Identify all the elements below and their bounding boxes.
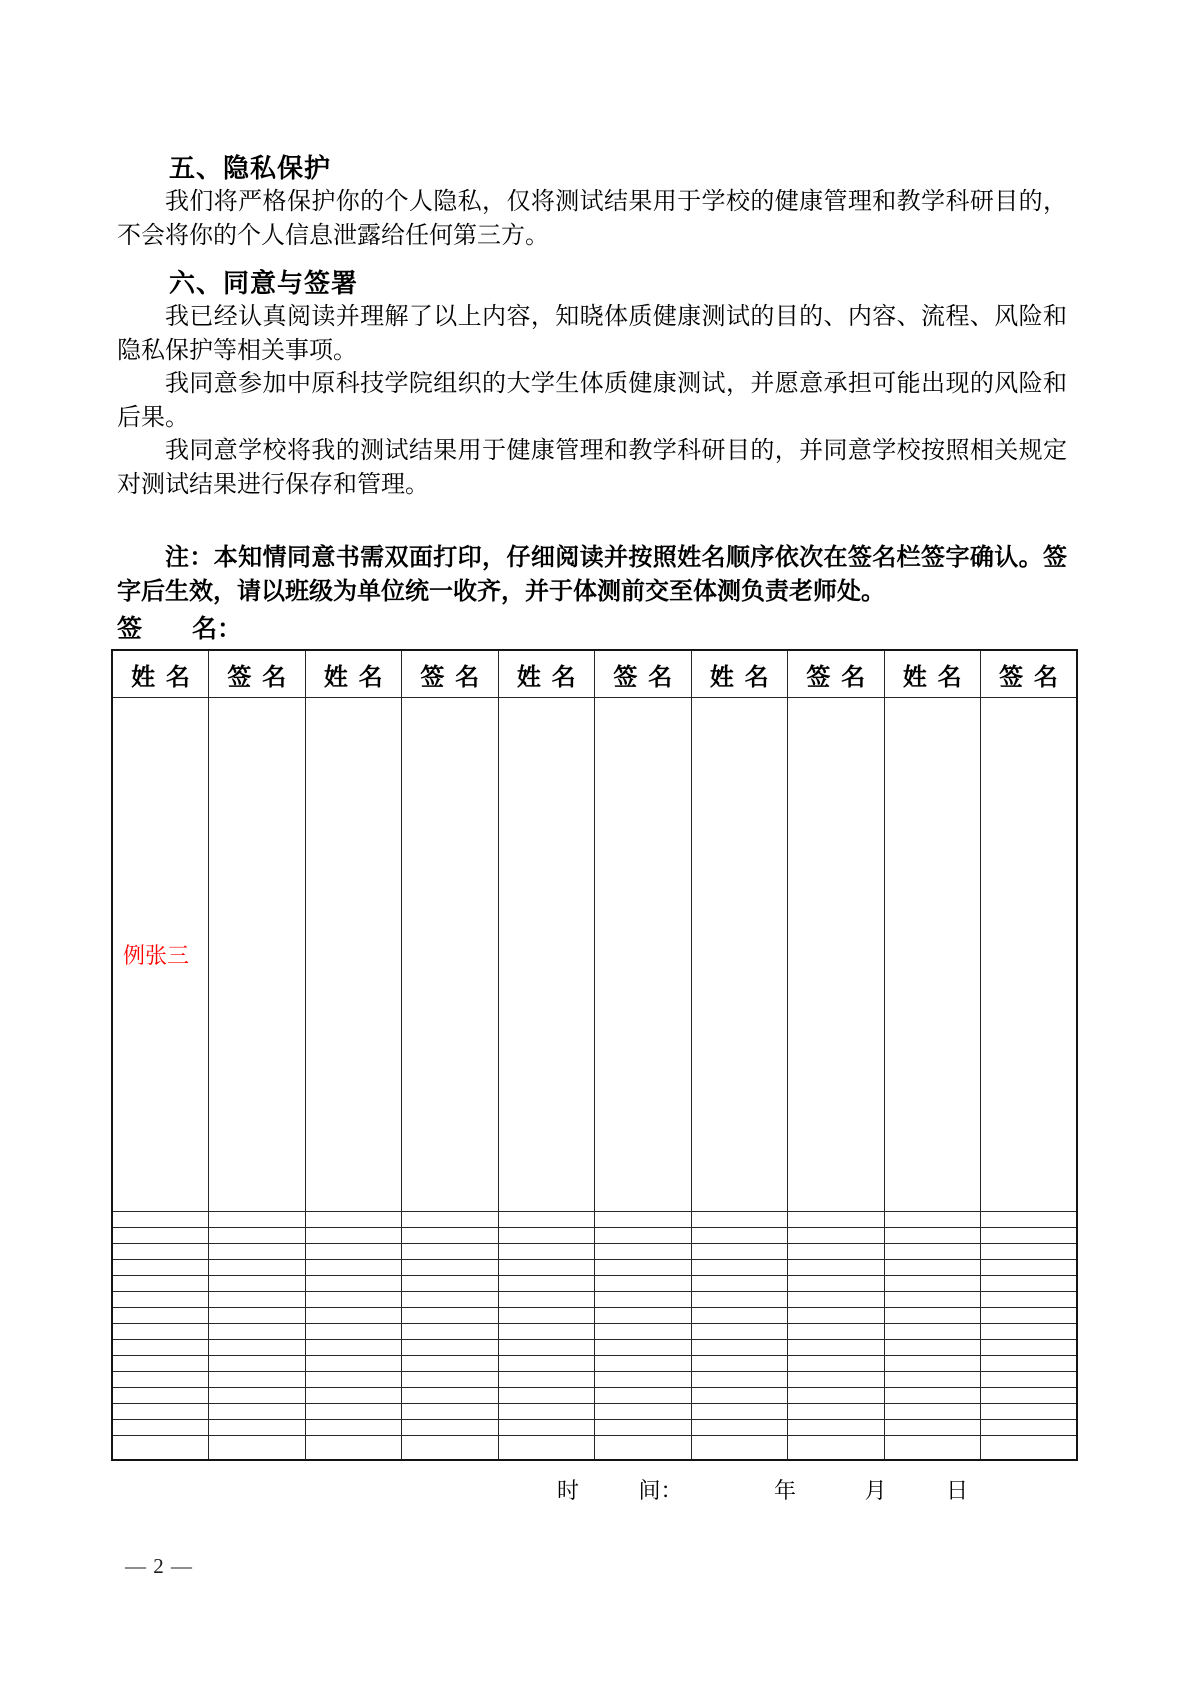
signature-cell[interactable] <box>981 1436 1078 1460</box>
signature-cell[interactable] <box>402 1291 499 1307</box>
signature-cell[interactable] <box>209 698 306 1212</box>
signature-cell[interactable] <box>112 1340 209 1356</box>
signature-cell[interactable] <box>788 1404 885 1420</box>
signature-cell[interactable] <box>595 1227 692 1243</box>
signature-table-header-cell: 签 名 <box>788 650 885 698</box>
signature-cell[interactable] <box>498 1291 595 1307</box>
signature-cell[interactable] <box>209 1388 306 1404</box>
signature-table-row <box>112 1275 1077 1291</box>
signature-table-header-cell: 姓 名 <box>691 650 788 698</box>
signature-cell[interactable] <box>981 1324 1078 1340</box>
signature-cell[interactable] <box>402 1227 499 1243</box>
signature-table-row <box>112 1211 1077 1227</box>
signature-cell[interactable] <box>788 1227 885 1243</box>
signature-cell[interactable] <box>305 1324 402 1340</box>
signature-cell[interactable] <box>595 1340 692 1356</box>
signature-cell[interactable] <box>305 1420 402 1436</box>
signature-cell[interactable] <box>209 1404 306 1420</box>
signature-cell[interactable] <box>884 1436 981 1460</box>
section-heading-privacy: 五、隐私保护 <box>169 153 332 183</box>
signature-cell[interactable] <box>788 1436 885 1460</box>
signature-cell[interactable] <box>498 1372 595 1388</box>
signature-cell[interactable] <box>788 1420 885 1436</box>
signature-cell[interactable] <box>691 1227 788 1243</box>
signature-cell[interactable] <box>402 1340 499 1356</box>
signature-cell[interactable] <box>402 1436 499 1460</box>
signature-cell[interactable] <box>498 1307 595 1323</box>
signature-cell[interactable] <box>595 1420 692 1436</box>
signature-table-row <box>112 1307 1077 1323</box>
signature-table-header-cell: 姓 名 <box>305 650 402 698</box>
signature-cell[interactable] <box>595 1404 692 1420</box>
signature-cell[interactable] <box>884 1340 981 1356</box>
signature-cell[interactable] <box>305 1307 402 1323</box>
date-label-shi: 时 <box>557 1478 580 1503</box>
signature-cell[interactable] <box>788 698 885 1212</box>
signature-cell[interactable] <box>884 1372 981 1388</box>
signature-cell[interactable] <box>209 1436 306 1460</box>
signature-cell[interactable] <box>305 1291 402 1307</box>
signature-cell[interactable] <box>595 698 692 1212</box>
signature-table-header-cell: 姓 名 <box>498 650 595 698</box>
signature-cell[interactable] <box>788 1307 885 1323</box>
signature-cell[interactable] <box>209 1340 306 1356</box>
signature-cell[interactable] <box>112 1291 209 1307</box>
signature-cell[interactable] <box>884 1356 981 1372</box>
signature-cell[interactable] <box>209 1211 306 1227</box>
signature-cell[interactable] <box>595 1243 692 1259</box>
signature-cell[interactable] <box>595 1291 692 1307</box>
signature-cell[interactable] <box>498 1275 595 1291</box>
signature-cell[interactable] <box>788 1372 885 1388</box>
signature-cell[interactable] <box>305 1404 402 1420</box>
signature-cell[interactable] <box>498 1404 595 1420</box>
signature-cell[interactable] <box>595 1211 692 1227</box>
signature-cell[interactable] <box>305 1372 402 1388</box>
signature-cell[interactable] <box>884 698 981 1212</box>
signature-cell[interactable] <box>595 1372 692 1388</box>
signature-cell[interactable] <box>305 698 402 1212</box>
signature-cell[interactable] <box>209 1275 306 1291</box>
signature-cell[interactable] <box>209 1243 306 1259</box>
signature-cell[interactable] <box>981 1243 1078 1259</box>
signature-cell[interactable] <box>884 1227 981 1243</box>
signature-cell[interactable] <box>691 1307 788 1323</box>
signature-cell[interactable] <box>691 1259 788 1275</box>
signature-cell[interactable] <box>981 1259 1078 1275</box>
signature-cell[interactable] <box>981 1404 1078 1420</box>
signature-cell[interactable] <box>305 1436 402 1460</box>
signature-table-row <box>112 698 1077 1212</box>
signature-cell[interactable] <box>691 1211 788 1227</box>
signature-cell[interactable] <box>981 1307 1078 1323</box>
signature-cell[interactable] <box>305 1259 402 1275</box>
signature-cell[interactable] <box>305 1388 402 1404</box>
signature-cell[interactable] <box>112 1307 209 1323</box>
signature-cell[interactable] <box>884 1388 981 1404</box>
signature-cell[interactable] <box>691 1340 788 1356</box>
signature-table-row <box>112 1227 1077 1243</box>
signature-cell[interactable] <box>498 1324 595 1340</box>
signature-table-row <box>112 1259 1077 1275</box>
signature-cell[interactable] <box>112 1275 209 1291</box>
signature-cell[interactable] <box>498 1356 595 1372</box>
signature-cell[interactable] <box>305 1243 402 1259</box>
signature-cell[interactable] <box>209 1227 306 1243</box>
signature-cell[interactable] <box>402 1372 499 1388</box>
page-number: — 2 — <box>125 1554 193 1578</box>
signature-cell[interactable] <box>595 1259 692 1275</box>
signature-cell[interactable] <box>305 1275 402 1291</box>
signature-cell[interactable] <box>884 1291 981 1307</box>
signature-cell[interactable] <box>691 1404 788 1420</box>
signature-cell[interactable] <box>981 1388 1078 1404</box>
signature-cell[interactable] <box>884 1275 981 1291</box>
section-heading-consent: 六、同意与签署 <box>169 268 359 298</box>
consent-paragraph-3: 我同意学校将我的测试结果用于健康管理和教学科研目的，并同意学校按照相关规定对测试结果进行保存和管理。 <box>117 438 1067 498</box>
signature-cell[interactable] <box>884 1243 981 1259</box>
signature-cell[interactable] <box>209 1324 306 1340</box>
signature-cell[interactable] <box>788 1259 885 1275</box>
signature-cell[interactable] <box>112 1436 209 1460</box>
signature-cell[interactable] <box>112 1372 209 1388</box>
signature-cell[interactable] <box>981 1356 1078 1372</box>
signature-cell[interactable] <box>112 1356 209 1372</box>
signature-table-row <box>112 1436 1077 1460</box>
signature-cell[interactable] <box>498 1211 595 1227</box>
signature-table-header-cell: 签 名 <box>595 650 692 698</box>
signature-cell[interactable] <box>788 1340 885 1356</box>
signature-cell[interactable] <box>788 1324 885 1340</box>
signature-table-header-cell: 签 名 <box>981 650 1078 698</box>
signature-cell[interactable] <box>981 1420 1078 1436</box>
signature-cell[interactable] <box>402 1275 499 1291</box>
signature-section-label: 签 名： <box>117 615 243 643</box>
signature-cell[interactable] <box>884 1324 981 1340</box>
signature-table-header-cell: 签 名 <box>402 650 499 698</box>
signature-cell[interactable] <box>498 1420 595 1436</box>
signature-table-header-row <box>112 650 1077 698</box>
print-instructions-note: 注：本知情同意书需双面打印，仔细阅读并按照姓名顺序依次在签名栏签字确认。签字后生效，请以班级为单位统一收齐，并于体测前交至体测负责老师处。 <box>117 544 1067 605</box>
signature-cell[interactable] <box>595 1307 692 1323</box>
signature-cell[interactable] <box>498 1227 595 1243</box>
signature-cell[interactable] <box>498 698 595 1212</box>
signature-cell[interactable] <box>498 1243 595 1259</box>
signature-table-row <box>112 1340 1077 1356</box>
signature-cell[interactable] <box>498 1388 595 1404</box>
signature-table-row <box>112 1324 1077 1340</box>
signature-cell[interactable] <box>402 1243 499 1259</box>
signature-cell[interactable] <box>884 1404 981 1420</box>
signature-table-header-cell: 姓 名 <box>112 650 209 698</box>
signature-cell[interactable] <box>595 1436 692 1460</box>
signature-cell[interactable] <box>498 1340 595 1356</box>
document-content <box>117 0 1067 1506</box>
signature-cell[interactable] <box>112 1404 209 1420</box>
signature-cell[interactable] <box>788 1275 885 1291</box>
signature-cell[interactable] <box>981 1372 1078 1388</box>
signature-cell[interactable] <box>209 1356 306 1372</box>
signature-cell[interactable] <box>981 1340 1078 1356</box>
signature-cell[interactable] <box>788 1388 885 1404</box>
signature-cell[interactable] <box>691 1243 788 1259</box>
example-name-cell: 例张三 <box>112 698 209 1212</box>
signature-cell[interactable] <box>112 1259 209 1275</box>
signature-cell[interactable] <box>209 1291 306 1307</box>
signature-table <box>111 649 1078 1461</box>
signature-cell[interactable] <box>112 1324 209 1340</box>
signature-cell[interactable] <box>402 1388 499 1404</box>
signature-cell[interactable] <box>788 1291 885 1307</box>
signature-cell[interactable] <box>981 698 1078 1212</box>
signature-cell[interactable] <box>402 1356 499 1372</box>
signature-cell[interactable] <box>402 1404 499 1420</box>
consent-paragraph-1: 我已经认真阅读并理解了以上内容，知晓体质健康测试的目的、内容、流程、风险和隐私保护等相关事项。 <box>117 304 1067 364</box>
signature-cell[interactable] <box>691 1291 788 1307</box>
signature-cell[interactable] <box>402 1307 499 1323</box>
signature-cell[interactable] <box>884 1211 981 1227</box>
signature-table-header-cell: 签 名 <box>209 650 306 698</box>
signature-cell[interactable] <box>691 1420 788 1436</box>
signature-cell[interactable] <box>209 1259 306 1275</box>
signature-table-row <box>112 1291 1077 1307</box>
signature-cell[interactable] <box>305 1211 402 1227</box>
signature-cell[interactable] <box>981 1227 1078 1243</box>
signature-table-row <box>112 1243 1077 1259</box>
signature-cell[interactable] <box>884 1259 981 1275</box>
signature-cell[interactable] <box>209 1372 306 1388</box>
signature-cell[interactable] <box>209 1307 306 1323</box>
signature-cell[interactable] <box>112 1211 209 1227</box>
signature-cell[interactable] <box>884 1420 981 1436</box>
date-label-month: 月 <box>864 1478 887 1503</box>
signature-table-row <box>112 1404 1077 1420</box>
signature-cell[interactable] <box>209 1420 306 1436</box>
signature-cell[interactable] <box>305 1227 402 1243</box>
signature-cell[interactable] <box>691 698 788 1212</box>
signature-cell[interactable] <box>498 1436 595 1460</box>
signature-cell[interactable] <box>112 1227 209 1243</box>
signature-cell[interactable] <box>691 1436 788 1460</box>
signature-cell[interactable] <box>691 1356 788 1372</box>
signature-cell[interactable] <box>595 1275 692 1291</box>
date-line <box>117 1476 1067 1506</box>
signature-table-row <box>112 1420 1077 1436</box>
signature-cell[interactable] <box>595 1324 692 1340</box>
signature-cell[interactable] <box>788 1211 885 1227</box>
signature-table-row <box>112 1372 1077 1388</box>
signature-cell[interactable] <box>402 1324 499 1340</box>
signature-cell[interactable] <box>691 1372 788 1388</box>
signature-cell[interactable] <box>498 1259 595 1275</box>
date-label-year: 年 <box>774 1478 797 1503</box>
signature-cell[interactable] <box>788 1243 885 1259</box>
privacy-paragraph: 我们将严格保护你的个人隐私，仅将测试结果用于学校的健康管理和教学科研目的，不会将你的个人信息泄露给任何第三方。 <box>117 189 1067 249</box>
signature-cell[interactable] <box>981 1211 1078 1227</box>
signature-cell[interactable] <box>691 1388 788 1404</box>
signature-cell[interactable] <box>691 1324 788 1340</box>
signature-cell[interactable] <box>981 1275 1078 1291</box>
signature-cell[interactable] <box>305 1340 402 1356</box>
signature-cell[interactable] <box>402 1420 499 1436</box>
date-label-jian: 间： <box>638 1478 683 1503</box>
signature-cell[interactable] <box>305 1356 402 1372</box>
signature-cell[interactable] <box>402 1211 499 1227</box>
signature-cell[interactable] <box>691 1275 788 1291</box>
signature-cell[interactable] <box>112 1388 209 1404</box>
signature-cell[interactable] <box>884 1307 981 1323</box>
signature-cell[interactable] <box>788 1356 885 1372</box>
signature-cell[interactable] <box>981 1291 1078 1307</box>
signature-cell[interactable] <box>402 698 499 1212</box>
signature-table-row <box>112 1388 1077 1404</box>
signature-table-row <box>112 1356 1077 1372</box>
signature-cell[interactable] <box>112 1420 209 1436</box>
date-label-day: 日 <box>946 1478 969 1503</box>
signature-table-header-cell: 姓 名 <box>884 650 981 698</box>
consent-paragraph-2: 我同意参加中原科技学院组织的大学生体质健康测试，并愿意承担可能出现的风险和后果。 <box>117 371 1067 431</box>
signature-cell[interactable] <box>402 1259 499 1275</box>
signature-cell[interactable] <box>595 1388 692 1404</box>
signature-cell[interactable] <box>595 1356 692 1372</box>
signature-cell[interactable] <box>112 1243 209 1259</box>
